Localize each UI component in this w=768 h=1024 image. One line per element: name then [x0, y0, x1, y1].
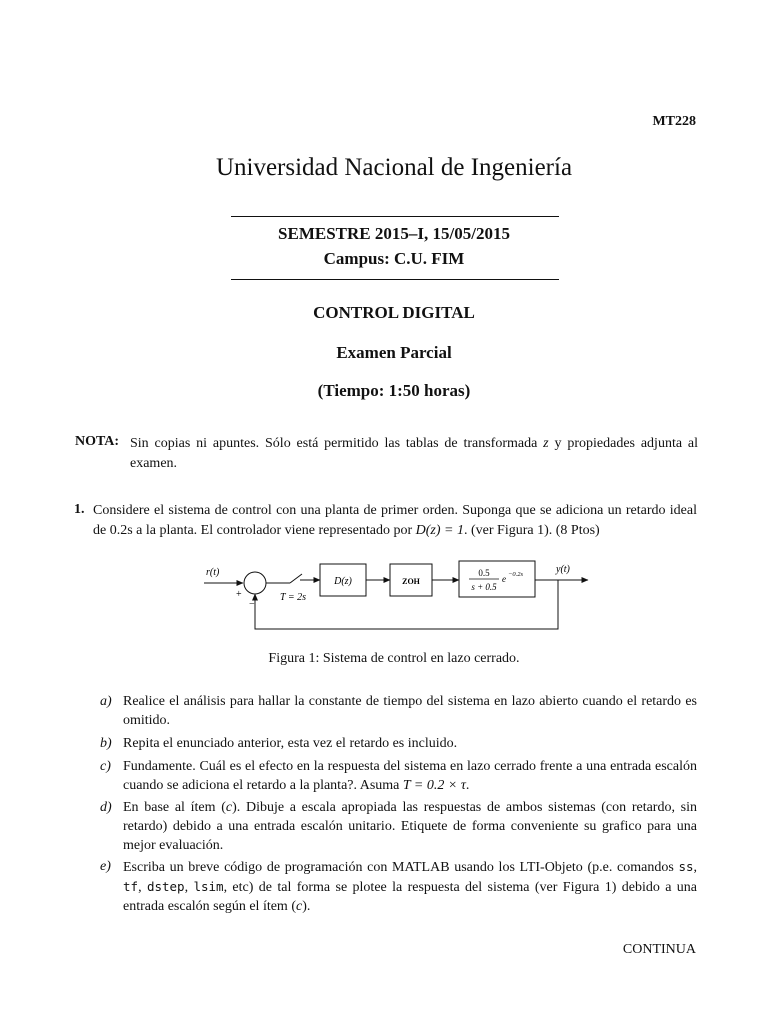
controller-label: D(z) [334, 576, 352, 587]
item-label: e) [100, 859, 111, 874]
question-item-b [100, 734, 697, 753]
input-label: r(t) [206, 567, 220, 578]
bottom-rule [231, 279, 559, 280]
nota-text: Sin copias ni apuntes. Sólo está permitido las tablas de transformada z y propiedades adjunta al examen. [130, 436, 699, 471]
figure-caption: Figura 1: Sistema de control en lazo cerrado. [268, 651, 520, 666]
item-text: Repita el enunciado anterior, esta vez el retardo es incluido. [123, 736, 458, 751]
item-text: Escriba un breve código de programación con MATLAB usando los LTI-Objeto (p.e. comandos ss, tf, dstep, lsim, etc) de tal forma se plotee la respuesta del sistema (ver Figura 1) debido a una entrada escalón según el ítem (c). [123, 859, 698, 914]
item-label: d) [100, 800, 112, 815]
question-number: 1. [74, 502, 85, 517]
sampler-label: T = 2s [280, 592, 307, 603]
item-label: c) [100, 759, 111, 774]
plant-numerator: 0.5 [478, 568, 490, 578]
exam-type: Examen Parcial [336, 343, 452, 362]
course-code: MT228 [652, 114, 696, 129]
item-label: a) [100, 694, 112, 709]
plant-delay-exponent: −0.2s [508, 571, 524, 578]
campus-line: Campus: C.U. FIM [323, 249, 465, 268]
item-label: b) [100, 736, 112, 751]
item-text: Realice el análisis para hallar la constante de tiempo del sistema en lazo abierto cuando el retardo es omitido. [123, 694, 697, 728]
question-item-d [100, 798, 697, 855]
item-text: En base al ítem (c). Dibuje a escala apropiada las respuestas de ambos sistemas (con retardo, sin retardo) debido a una entrada escalón unitario. Etiquete de forma conveniente su grafico para una mejor evaluación. [123, 800, 697, 853]
output-label: y(t) [556, 564, 570, 575]
semester-line: SEMESTRE 2015–I, 15/05/2015 [278, 224, 510, 243]
plant-denominator: s + 0.5 [471, 582, 497, 592]
exam-duration: (Tiempo: 1:50 horas) [317, 381, 471, 400]
item-text: Fundamente. Cuál es el efecto en la respuesta del sistema en lazo cerrado frente a una entrada escalón cuando se adiciona el retardo a la planta?. Asuma T = 0.2 × τ. [123, 759, 697, 793]
plant-delay-base: e [502, 574, 506, 584]
question-text: Considere el sistema de control con una planta de primer orden. Suponga que se adiciona un retardo ideal de 0.2s a la planta. El controlador viene representado por D(z) = 1. (ver Figura 1). (8 Ptos) [93, 503, 697, 538]
continue-marker: CONTINUA [622, 942, 696, 957]
zoh-label: ZOH [402, 577, 420, 586]
question-item-e [100, 857, 697, 916]
sum-plus-sign: + [236, 589, 242, 600]
question-item-a [100, 692, 697, 730]
question-item-c [100, 757, 697, 795]
sampler-switch [290, 574, 302, 583]
course-subject: CONTROL DIGITAL [313, 303, 475, 322]
top-rule [231, 216, 559, 217]
block-diagram [196, 556, 606, 636]
university-title: Universidad Nacional de Ingeniería [215, 154, 573, 181]
nota-label: NOTA: [75, 434, 120, 449]
summing-junction [244, 572, 266, 594]
sum-minus-sign: − [249, 599, 255, 610]
